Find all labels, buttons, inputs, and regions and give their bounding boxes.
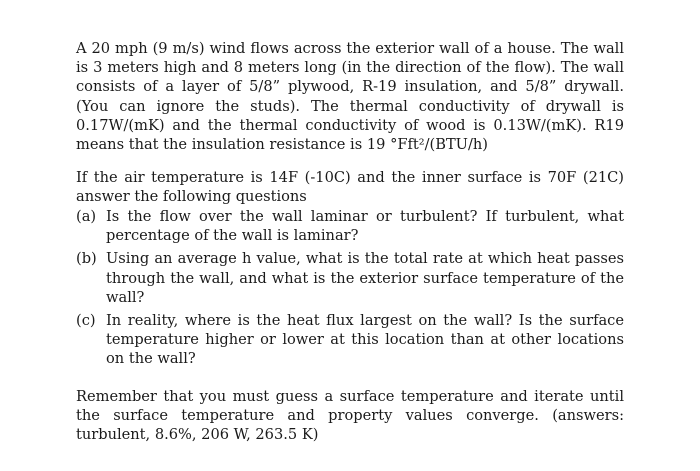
question-a-text: Is the flow over the wall laminar or turbulent? If turbulent, what percentage of the wall is laminar? — [106, 208, 624, 245]
question-a-label: (a) — [76, 208, 97, 225]
problem-intro: A 20 mph (9 m/s) wind flows across the exterior wall of a house. The wall is 3 meters high and 8 meters long (in the direction of the flow). The wall consists of a layer of 5/8” plywood, R-19 insulation, and 5/8” drywall. (You can ignore the studs). The thermal conductivity of drywall is 0.17W/(mK) and the thermal conductivity of wood is 0.13W/(mK). R19 means that the insulation resistance is 19 °Fft²/(BTU/h) — [76, 40, 624, 154]
question-b — [76, 249, 624, 307]
question-list — [76, 207, 624, 373]
problem-conditions: If the air temperature is 14F (-10C) and the inner surface is 70F (21C) answer the following questions — [76, 169, 624, 206]
question-c — [76, 311, 624, 369]
iteration-note: Remember that you must guess a surface temperature and iterate until the surface temperature and property values converge. (answers: turbulent, 8.6%, 206 W, 263.5 K) — [76, 388, 624, 444]
question-b-text: Using an average h value, what is the total rate at which heat passes through the wall, and what is the exterior surface temperature of the wall? — [106, 250, 624, 306]
question-c-label: (c) — [76, 312, 96, 330]
question-a — [76, 207, 624, 245]
question-b-label: (b) — [76, 250, 97, 268]
question-c-text: In reality, where is the heat flux largest on the wall? Is the surface temperature higher or lower at this location than at other locations on the wall? — [106, 312, 624, 368]
